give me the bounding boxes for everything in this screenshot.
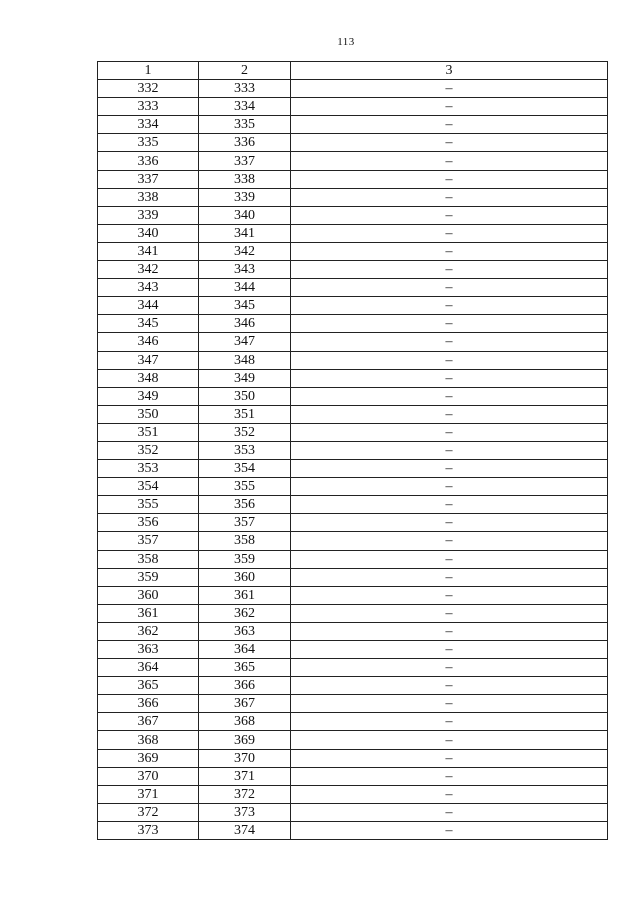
table-row xyxy=(98,170,608,188)
table-row xyxy=(98,279,608,297)
column-header-3: 3 xyxy=(291,62,608,80)
table-cell-col-3: – xyxy=(291,622,608,640)
table-cell-col-2: 349 xyxy=(199,369,291,387)
table-cell-col-1: 339 xyxy=(98,206,199,224)
table-cell-col-3: – xyxy=(291,659,608,677)
table-cell-col-3: – xyxy=(291,821,608,839)
table-cell-col-2: 366 xyxy=(199,677,291,695)
table-cell-col-2: 355 xyxy=(199,478,291,496)
table-cell-col-2: 351 xyxy=(199,405,291,423)
table-cell-col-3: – xyxy=(291,767,608,785)
table-cell-col-1: 349 xyxy=(98,387,199,405)
table-cell-col-3: – xyxy=(291,369,608,387)
table-cell-col-3: – xyxy=(291,604,608,622)
table-cell-col-3: – xyxy=(291,441,608,459)
table-cell-col-2: 342 xyxy=(199,242,291,260)
table-row xyxy=(98,405,608,423)
table-cell-col-3: – xyxy=(291,677,608,695)
table-row xyxy=(98,242,608,260)
table-cell-col-2: 372 xyxy=(199,785,291,803)
table-cell-col-2: 361 xyxy=(199,586,291,604)
table-cell-col-1: 340 xyxy=(98,224,199,242)
table-cell-col-1: 335 xyxy=(98,134,199,152)
table-cell-col-3: – xyxy=(291,134,608,152)
table-cell-col-3: – xyxy=(291,116,608,134)
table-cell-col-3: – xyxy=(291,731,608,749)
table-row xyxy=(98,803,608,821)
table-cell-col-1: 356 xyxy=(98,514,199,532)
table-row xyxy=(98,188,608,206)
table-row xyxy=(98,80,608,98)
table-cell-col-1: 347 xyxy=(98,351,199,369)
table-row xyxy=(98,333,608,351)
table-cell-col-1: 365 xyxy=(98,677,199,695)
table-row xyxy=(98,387,608,405)
table-cell-col-3: – xyxy=(291,98,608,116)
table-row xyxy=(98,351,608,369)
table-cell-col-2: 347 xyxy=(199,333,291,351)
table-cell-col-2: 363 xyxy=(199,622,291,640)
table-cell-col-1: 359 xyxy=(98,568,199,586)
table-cell-col-1: 353 xyxy=(98,460,199,478)
table-row xyxy=(98,460,608,478)
table-cell-col-1: 332 xyxy=(98,80,199,98)
table-cell-col-3: – xyxy=(291,460,608,478)
table-cell-col-1: 357 xyxy=(98,532,199,550)
table-cell-col-2: 344 xyxy=(199,279,291,297)
table-cell-col-3: – xyxy=(291,333,608,351)
table-cell-col-1: 367 xyxy=(98,713,199,731)
table-cell-col-3: – xyxy=(291,550,608,568)
table-row xyxy=(98,315,608,333)
table-cell-col-1: 333 xyxy=(98,98,199,116)
table-cell-col-1: 372 xyxy=(98,803,199,821)
table-row xyxy=(98,713,608,731)
table-cell-col-1: 364 xyxy=(98,659,199,677)
table-cell-col-1: 354 xyxy=(98,478,199,496)
table-cell-col-1: 371 xyxy=(98,785,199,803)
table-cell-col-3: – xyxy=(291,478,608,496)
table-row xyxy=(98,134,608,152)
table-cell-col-1: 352 xyxy=(98,441,199,459)
table-cell-col-1: 351 xyxy=(98,423,199,441)
table-cell-col-1: 366 xyxy=(98,695,199,713)
table-cell-col-2: 368 xyxy=(199,713,291,731)
table-cell-col-3: – xyxy=(291,641,608,659)
table-cell-col-1: 342 xyxy=(98,261,199,279)
table-cell-col-1: 334 xyxy=(98,116,199,134)
table-cell-col-1: 338 xyxy=(98,188,199,206)
table-cell-col-1: 373 xyxy=(98,821,199,839)
table-cell-col-3: – xyxy=(291,152,608,170)
table-cell-col-3: – xyxy=(291,261,608,279)
table-cell-col-2: 346 xyxy=(199,315,291,333)
table-row xyxy=(98,550,608,568)
table-cell-col-2: 339 xyxy=(199,188,291,206)
table-cell-col-1: 337 xyxy=(98,170,199,188)
table-cell-col-3: – xyxy=(291,242,608,260)
table-cell-col-2: 348 xyxy=(199,351,291,369)
table-cell-col-3: – xyxy=(291,405,608,423)
table-row xyxy=(98,369,608,387)
table-cell-col-3: – xyxy=(291,80,608,98)
page-number: 113 xyxy=(337,36,355,48)
table-cell-col-3: – xyxy=(291,496,608,514)
column-header-1: 1 xyxy=(98,62,199,80)
table-cell-col-1: 336 xyxy=(98,152,199,170)
table-cell-col-1: 341 xyxy=(98,242,199,260)
table-cell-col-2: 360 xyxy=(199,568,291,586)
table-cell-col-1: 355 xyxy=(98,496,199,514)
table-row xyxy=(98,478,608,496)
table-cell-col-3: – xyxy=(291,423,608,441)
table-row xyxy=(98,206,608,224)
table-cell-col-2: 357 xyxy=(199,514,291,532)
table-cell-col-2: 345 xyxy=(199,297,291,315)
table-row xyxy=(98,116,608,134)
table-cell-col-2: 358 xyxy=(199,532,291,550)
table-cell-col-3: – xyxy=(291,170,608,188)
table-row xyxy=(98,622,608,640)
table-cell-col-2: 364 xyxy=(199,641,291,659)
table-cell-col-3: – xyxy=(291,713,608,731)
table-cell-col-3: – xyxy=(291,297,608,315)
table-cell-col-3: – xyxy=(291,514,608,532)
table-cell-col-1: 350 xyxy=(98,405,199,423)
table-row xyxy=(98,695,608,713)
table-row xyxy=(98,297,608,315)
table-cell-col-3: – xyxy=(291,695,608,713)
table-cell-col-3: – xyxy=(291,387,608,405)
table-cell-col-2: 365 xyxy=(199,659,291,677)
table-cell-col-2: 369 xyxy=(199,731,291,749)
table-row xyxy=(98,731,608,749)
table-cell-col-1: 362 xyxy=(98,622,199,640)
table-row xyxy=(98,224,608,242)
table-row xyxy=(98,821,608,839)
table-row xyxy=(98,98,608,116)
table-cell-col-2: 333 xyxy=(199,80,291,98)
table-row xyxy=(98,261,608,279)
table-cell-col-1: 370 xyxy=(98,767,199,785)
table-cell-col-3: – xyxy=(291,749,608,767)
table-cell-col-2: 373 xyxy=(199,803,291,821)
table-cell-col-1: 360 xyxy=(98,586,199,604)
table-row xyxy=(98,604,608,622)
table-cell-col-2: 367 xyxy=(199,695,291,713)
table-cell-col-2: 338 xyxy=(199,170,291,188)
table-cell-col-3: – xyxy=(291,785,608,803)
table-body xyxy=(98,80,608,840)
table-cell-col-1: 343 xyxy=(98,279,199,297)
table-cell-col-2: 374 xyxy=(199,821,291,839)
table-cell-col-3: – xyxy=(291,279,608,297)
table-cell-col-2: 370 xyxy=(199,749,291,767)
table-cell-col-1: 358 xyxy=(98,550,199,568)
table-cell-col-1: 346 xyxy=(98,333,199,351)
table-row xyxy=(98,514,608,532)
table-row xyxy=(98,496,608,514)
table-cell-col-2: 359 xyxy=(199,550,291,568)
table-cell-col-3: – xyxy=(291,568,608,586)
table-cell-col-1: 348 xyxy=(98,369,199,387)
table-cell-col-3: – xyxy=(291,224,608,242)
table-cell-col-2: 354 xyxy=(199,460,291,478)
data-table xyxy=(97,61,608,840)
table-row xyxy=(98,152,608,170)
table-cell-col-1: 345 xyxy=(98,315,199,333)
table-row xyxy=(98,423,608,441)
table-cell-col-2: 362 xyxy=(199,604,291,622)
table-cell-col-1: 368 xyxy=(98,731,199,749)
table-cell-col-2: 371 xyxy=(199,767,291,785)
table-row xyxy=(98,568,608,586)
table-cell-col-2: 341 xyxy=(199,224,291,242)
table-cell-col-3: – xyxy=(291,803,608,821)
table-row xyxy=(98,532,608,550)
table-cell-col-2: 353 xyxy=(199,441,291,459)
table-cell-col-1: 344 xyxy=(98,297,199,315)
table-cell-col-2: 335 xyxy=(199,116,291,134)
table-cell-col-3: – xyxy=(291,188,608,206)
table-row xyxy=(98,441,608,459)
table-row xyxy=(98,641,608,659)
table-row xyxy=(98,785,608,803)
table-cell-col-3: – xyxy=(291,351,608,369)
table-cell-col-2: 340 xyxy=(199,206,291,224)
table-row xyxy=(98,586,608,604)
table-cell-col-3: – xyxy=(291,532,608,550)
table-cell-col-1: 361 xyxy=(98,604,199,622)
table-cell-col-1: 369 xyxy=(98,749,199,767)
column-header-2: 2 xyxy=(199,62,291,80)
table-row xyxy=(98,767,608,785)
table-cell-col-2: 334 xyxy=(199,98,291,116)
table-cell-col-2: 343 xyxy=(199,261,291,279)
table-cell-col-3: – xyxy=(291,315,608,333)
table-cell-col-2: 336 xyxy=(199,134,291,152)
table-cell-col-2: 350 xyxy=(199,387,291,405)
table-cell-col-3: – xyxy=(291,206,608,224)
table-header-row xyxy=(98,62,608,80)
table-row xyxy=(98,677,608,695)
table-cell-col-2: 356 xyxy=(199,496,291,514)
table-cell-col-2: 337 xyxy=(199,152,291,170)
table-row xyxy=(98,659,608,677)
table-cell-col-1: 363 xyxy=(98,641,199,659)
table-cell-col-3: – xyxy=(291,586,608,604)
table-cell-col-2: 352 xyxy=(199,423,291,441)
table-row xyxy=(98,749,608,767)
